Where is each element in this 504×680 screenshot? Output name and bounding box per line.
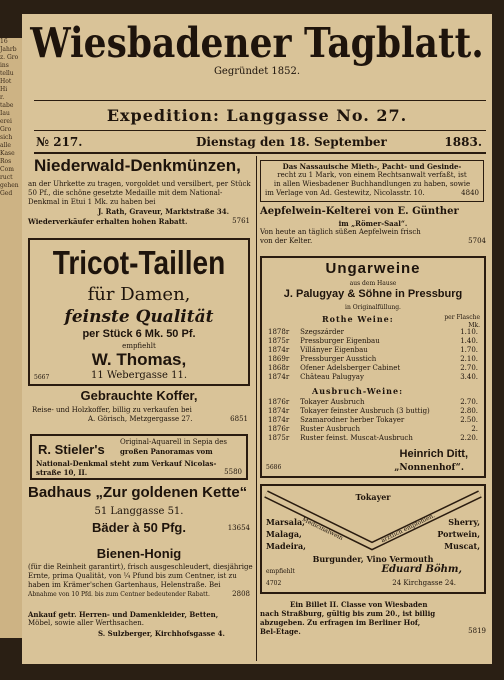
tk-top: Tokayer — [355, 492, 391, 502]
bl-line1: Ein Billet II. Classe von Wiesbaden — [290, 600, 428, 609]
rule-top — [34, 100, 486, 101]
tk-right-2: Portwein, — [437, 529, 480, 539]
wine-price: 2.70. — [460, 364, 478, 372]
wine-price: 1.10. — [460, 328, 478, 336]
nd-num: 5761 — [232, 217, 250, 225]
wine-price: 3.40. — [460, 373, 478, 381]
issue-number: № 217. — [36, 135, 83, 149]
tk-right — [437, 516, 480, 552]
wine-year: 1875r — [268, 337, 290, 345]
wine-price: 2.70. — [460, 398, 478, 406]
tr-price: per Stück 6 Mk. 50 Pf. — [82, 328, 196, 340]
ad-nassau — [260, 160, 484, 202]
bh-addr: 51 Langgasse 51. — [94, 506, 184, 517]
ug-aus2: Ausbruch-Weine: — [312, 386, 404, 396]
ad-niederwald — [28, 156, 250, 234]
ak-line3: S. Sulzberger, Kirchhofsgasse 4. — [98, 629, 225, 638]
nd-line3: Denkmal in Etui 1 Mk. zu haben bei — [28, 198, 156, 206]
wine-year: 1869r — [268, 355, 290, 363]
ad-billet — [260, 598, 486, 648]
gk-line2: A. Görisch, Metzgergasse 27. — [88, 415, 193, 423]
tk-left-2: Malaga, — [266, 529, 302, 539]
wine-row — [266, 434, 480, 443]
strip-line: sich — [0, 134, 13, 141]
ak-line1: Ankauf getr. Herren- und Damenkleider, Betten, — [28, 610, 219, 619]
column-divider — [256, 156, 257, 661]
strip-line: Kase — [0, 150, 15, 157]
wine-name: Ruster feinst. Muscat-Ausbruch — [300, 434, 413, 442]
wine-year: 1874r — [268, 407, 290, 415]
wine-row — [266, 407, 480, 416]
ad-tricot — [28, 238, 250, 386]
gk-line1: Reise- und Holzkoffer, billig zu verkaufen bei — [32, 406, 192, 414]
issue-year: 1883. — [444, 135, 482, 149]
wine-name: Villányer Eigenbau — [300, 346, 368, 354]
strip-line: Com — [0, 166, 14, 173]
bn-line1: (für die Reinheit garantirt), frisch ausgeschleudert, diesjährige — [28, 563, 253, 571]
expedition-line: Expedition: Langgasse No. 27. — [106, 106, 408, 125]
wine-row — [266, 416, 480, 425]
strip-line: alle — [0, 142, 11, 149]
ug-mk: Mk. — [468, 322, 480, 329]
bh-price: Bäder à 50 Pfg. — [92, 520, 186, 535]
ad-badhaus — [28, 484, 250, 550]
wine-year: 1874r — [268, 416, 290, 424]
tk-emp: empfiehlt — [266, 568, 295, 575]
tk-addr: 24 Kirchgasse 24. — [392, 579, 456, 587]
strip-line: gehen — [0, 182, 19, 189]
ug-title: Ungarweine — [325, 260, 421, 277]
nd-line4: J. Rath, Graveur, Marktstraße 34. — [98, 207, 230, 216]
ug-dealer: Heinrich Ditt, — [399, 448, 468, 460]
bn-line3: haben im Krämer'schen Gartenhaus, Helenstraße. Bei — [28, 581, 221, 589]
ad-koffer — [28, 388, 250, 428]
tr-name: W. Thomas, — [91, 350, 187, 369]
tk-left — [266, 516, 306, 552]
bl-line4: Bel-Etage. — [260, 627, 301, 636]
red-wine-table — [266, 328, 480, 382]
ug-num: 5686 — [266, 464, 282, 471]
strip-line: ins — [0, 62, 9, 69]
wine-row — [266, 425, 480, 434]
aus-wine-table — [266, 398, 480, 443]
wine-name: Pressburger Ausstich — [300, 355, 377, 363]
wine-row — [266, 364, 480, 373]
newspaper-page — [22, 14, 492, 664]
ad-honig — [28, 546, 253, 606]
st-line2: Original-Aquarell in Sepia des — [120, 438, 227, 446]
masthead — [22, 14, 492, 77]
tr-num: 5667 — [34, 374, 50, 381]
tr-emp: empfiehlt — [122, 342, 156, 350]
tk-left-3: Madeira, — [266, 541, 306, 551]
wine-row — [266, 337, 480, 346]
ap-line4: von der Kelter. — [260, 237, 313, 245]
strip-line: Jahrb — [0, 46, 17, 53]
wine-year: 1876r — [268, 398, 290, 406]
bn-line2: Ernte, prima Qualität, von ¼ Pfund bis zum Centner, ist zu — [28, 572, 237, 580]
st-line5: straße 10, II. — [36, 468, 88, 477]
ak-line2: Möbel, sowie aller Werthsachen. — [28, 619, 144, 627]
ug-red: Rothe Weine: — [322, 314, 394, 324]
ad-tokayer — [260, 484, 486, 594]
ap-line1: Aepfelwein-Kelterei von E. Günther — [260, 206, 459, 217]
nd-line1: an der Uhrkette zu tragen, vorgoldet und versilbert, per Stück — [28, 180, 251, 188]
strip-line: Hi — [0, 86, 8, 93]
tk-bottom: Burgunder, Vino Vermouth — [312, 554, 434, 564]
wine-row — [266, 373, 480, 382]
wine-row — [266, 328, 480, 337]
strip-line: ruct — [0, 174, 13, 181]
na-line2: recht zu 1 Mark, von einem Rechtsanwalt verfaßt, ist — [277, 171, 467, 179]
wine-name: Ruster Ausbruch — [300, 425, 360, 433]
wine-year: 1875r — [268, 434, 290, 442]
tr-title: Tricot-Taillen — [52, 244, 226, 281]
bl-line3: abzugeben. Zu erfragen im Berliner Hof, — [260, 618, 421, 627]
ap-num: 5704 — [468, 237, 486, 245]
rule-mid — [34, 130, 486, 131]
ad-ungarweine — [260, 256, 486, 478]
tk-num: 4702 — [266, 580, 282, 587]
wine-row — [266, 346, 480, 355]
tk-name: Eduard Böhm, — [381, 564, 462, 575]
strip-line: 16 — [0, 38, 8, 45]
ug-shop: „Nonnenhof“. — [394, 463, 464, 473]
wine-price: 1.40. — [460, 337, 478, 345]
wine-price: 2.20. — [460, 434, 478, 442]
gk-num: 6851 — [230, 415, 248, 423]
ap-line3: Von heute an täglich süßen Aepfelwein frisch — [260, 228, 421, 236]
strip-line: Gro — [0, 126, 12, 133]
st-line3: großen Panoramas vom — [120, 447, 213, 456]
tr-sub: für Damen, — [87, 284, 191, 305]
tk-diag2: ärztlich empfohlen. — [380, 512, 437, 545]
ad-ankauf — [28, 608, 250, 648]
wine-name: Ofener Adelsberger Cabinet — [300, 364, 401, 372]
strip-line: Hot — [0, 78, 12, 85]
nd-line2: 50 Pf., die schöne gesetzte Medaille mit dem National- — [28, 189, 223, 197]
strip-line: Iau — [0, 110, 10, 117]
wine-name: Szegszárder — [300, 328, 345, 336]
newspaper-title: Wiesbadener Tagblatt. — [30, 18, 484, 68]
wine-price: 2.80. — [460, 407, 478, 415]
wine-year: 1874r — [268, 346, 290, 354]
gk-title: Gebrauchte Koffer, — [80, 388, 198, 403]
wine-row — [266, 355, 480, 364]
strip-line: tabe — [0, 102, 14, 109]
strip-line: r. — [0, 94, 5, 101]
tr-quality: feinste Qualität — [64, 307, 214, 327]
bn-line4: Abnahme von 10 Pfd. bis zum Centner bedeutender Rabatt. — [28, 591, 210, 598]
tk-right-3: Muscat, — [444, 541, 480, 551]
wine-price: 1.70. — [460, 346, 478, 354]
st-title: R. Stieler's — [38, 442, 105, 457]
wine-name: Tokayer feinster Ausbruch (3 buttig) — [300, 407, 430, 415]
ap-line2: im „Römer-Saal“. — [338, 219, 408, 228]
ad-aepfelwein — [260, 206, 486, 250]
wine-name: Tokayer Ausbruch — [300, 398, 365, 406]
tr-addr: 11 Webergasse 11. — [90, 370, 187, 381]
wine-year: 1868r — [268, 364, 290, 372]
wine-year: 1874r — [268, 373, 290, 381]
wine-row — [266, 398, 480, 407]
na-num: 4840 — [461, 189, 479, 197]
na-line3: in allen Wiesbadener Buchhandlungen zu haben, sowie — [273, 180, 471, 188]
tk-right-1: Sherry, — [448, 517, 480, 527]
tk-left-1: Marsala, — [266, 517, 305, 527]
strip-line: Ros — [0, 158, 12, 165]
issue-date: Dienstag den 18. September — [196, 135, 387, 149]
bl-num: 5819 — [468, 627, 486, 635]
strip-line: erei — [0, 118, 12, 125]
wine-price: 2. — [471, 425, 478, 433]
bn-title: Bienen-Honig — [96, 546, 182, 561]
ug-orig: in Originalfüllung. — [345, 304, 401, 311]
bh-num: 13654 — [227, 524, 250, 532]
wine-price: 2.50. — [460, 416, 478, 424]
strip-line: z. Gro — [0, 54, 19, 61]
founded-line: Gegründet 1852. — [213, 66, 301, 77]
wine-name: Pressburger Eigenbau — [300, 337, 380, 345]
rule-bottom — [34, 152, 486, 154]
bh-title: Badhaus „Zur goldenen Kette“ — [28, 484, 248, 501]
tk-diag1: Medicinalwein — [300, 516, 345, 542]
wine-year: 1876r — [268, 425, 290, 433]
wine-name: Szamarodner herber Tokayer — [300, 416, 405, 424]
strip-line: Ged — [0, 190, 13, 197]
nd-title: Niederwald-Denkmünzen, — [34, 156, 241, 175]
wine-price: 2.10. — [460, 355, 478, 363]
st-num: 5580 — [224, 468, 242, 476]
wine-name: Château Palugyay — [300, 373, 364, 381]
wine-year: 1878r — [268, 328, 290, 336]
ad-stieler — [30, 434, 248, 480]
adjacent-page-strip — [0, 38, 22, 638]
ug-perf: per Flasche — [444, 314, 480, 321]
ug-firm: J. Palugyay & Söhne in Pressburg — [283, 288, 463, 300]
st-line4: National-Denkmal steht zum Verkauf Nicolas- — [36, 459, 217, 468]
na-line4: im Verlage von Ad. Gestewitz, Nicolasstr. 10. — [265, 189, 425, 197]
ug-aus: aus dem Hause — [349, 280, 397, 287]
bl-line2: nach Straßburg, gültig bis zum 20., ist billig — [260, 609, 436, 618]
na-line1: Das Nassauische Mieth-, Pacht- und Gesinde- — [282, 162, 462, 171]
nd-line5: Wiederverkäufer erhalten hohen Rabatt. — [28, 217, 188, 226]
bn-num: 2808 — [232, 590, 250, 598]
strip-line: tellu — [0, 70, 14, 77]
